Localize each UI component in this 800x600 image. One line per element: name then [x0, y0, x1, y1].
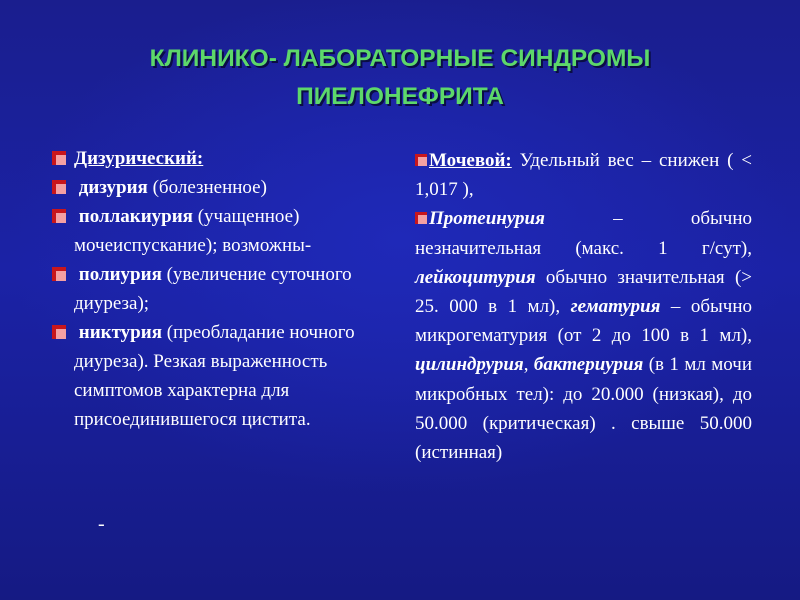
proteinuria-text: – обычно незначительная (макс. 1 г/сут), [415, 208, 752, 259]
nocturia-term: никтурия [78, 322, 162, 343]
bacteriuria-text: (в 1 мл мочи микробных тел): до 20.000 (низкая), до 50.000 (критическая) . свыше 50.000 (истинная) [415, 354, 752, 464]
pollakiuria-item [52, 202, 382, 260]
cylindruria-term: цилиндрурия [415, 354, 524, 376]
square-bullet-icon [415, 154, 427, 166]
bacteriuria-term: бактериурия [533, 354, 644, 376]
dysuria-item [52, 173, 382, 202]
separator-text: , [523, 354, 534, 376]
polyuria-item [52, 260, 382, 318]
pollakiuria-text: (учащенное) мочеиспускание); возможны- [74, 206, 312, 256]
square-bullet-icon [52, 151, 66, 165]
hematuria-term: гематурия [570, 296, 661, 318]
dysuria-term: дизурия [78, 177, 148, 198]
square-bullet-icon [415, 212, 427, 224]
square-bullet-icon [52, 325, 66, 339]
polyuria-term: полиурия [78, 264, 162, 285]
square-bullet-icon [52, 267, 66, 281]
title-line-1: КЛИНИКО- ЛАБОРАТОРНЫЕ СИНДРОМЫ [149, 45, 651, 72]
nocturia-text: (преобладание ночного диуреза). Резкая выраженность симптомов характерна для присоединившегося цистита. [74, 322, 355, 430]
hematuria-text: – обычно микрогематурия (от 2 до 100 в 1 мл), [415, 296, 753, 347]
trailing-dash: - [98, 513, 105, 535]
polyuria-text: (увеличение суточного диуреза); [74, 264, 352, 314]
dysuric-heading: Дизурический: [74, 148, 204, 169]
leukocyturia-term: лейкоцитурия [415, 266, 536, 288]
title-line-2: ПИЕЛОНЕФРИТА [296, 83, 504, 110]
square-bullet-icon [52, 180, 66, 194]
urinary-heading: Мочевой: [429, 150, 512, 171]
square-bullet-icon [52, 209, 66, 223]
specific-gravity-text: Удельный вес – снижен ( < 1,017 ), [415, 150, 752, 201]
urinary-syndrome-paragraph [415, 146, 752, 467]
dysuric-syndrome-list [52, 144, 382, 434]
dysuria-text: (болезненное) [147, 177, 267, 198]
proteinuria-term: Протеинурия [429, 208, 545, 230]
slide-title [40, 40, 760, 116]
leukocyturia-text: обычно значительная (> 25. 000 в 1 мл), [415, 266, 752, 318]
nocturia-item [52, 318, 382, 434]
dysuric-heading-item [52, 144, 382, 173]
pollakiuria-term: поллакиурия [78, 206, 193, 227]
